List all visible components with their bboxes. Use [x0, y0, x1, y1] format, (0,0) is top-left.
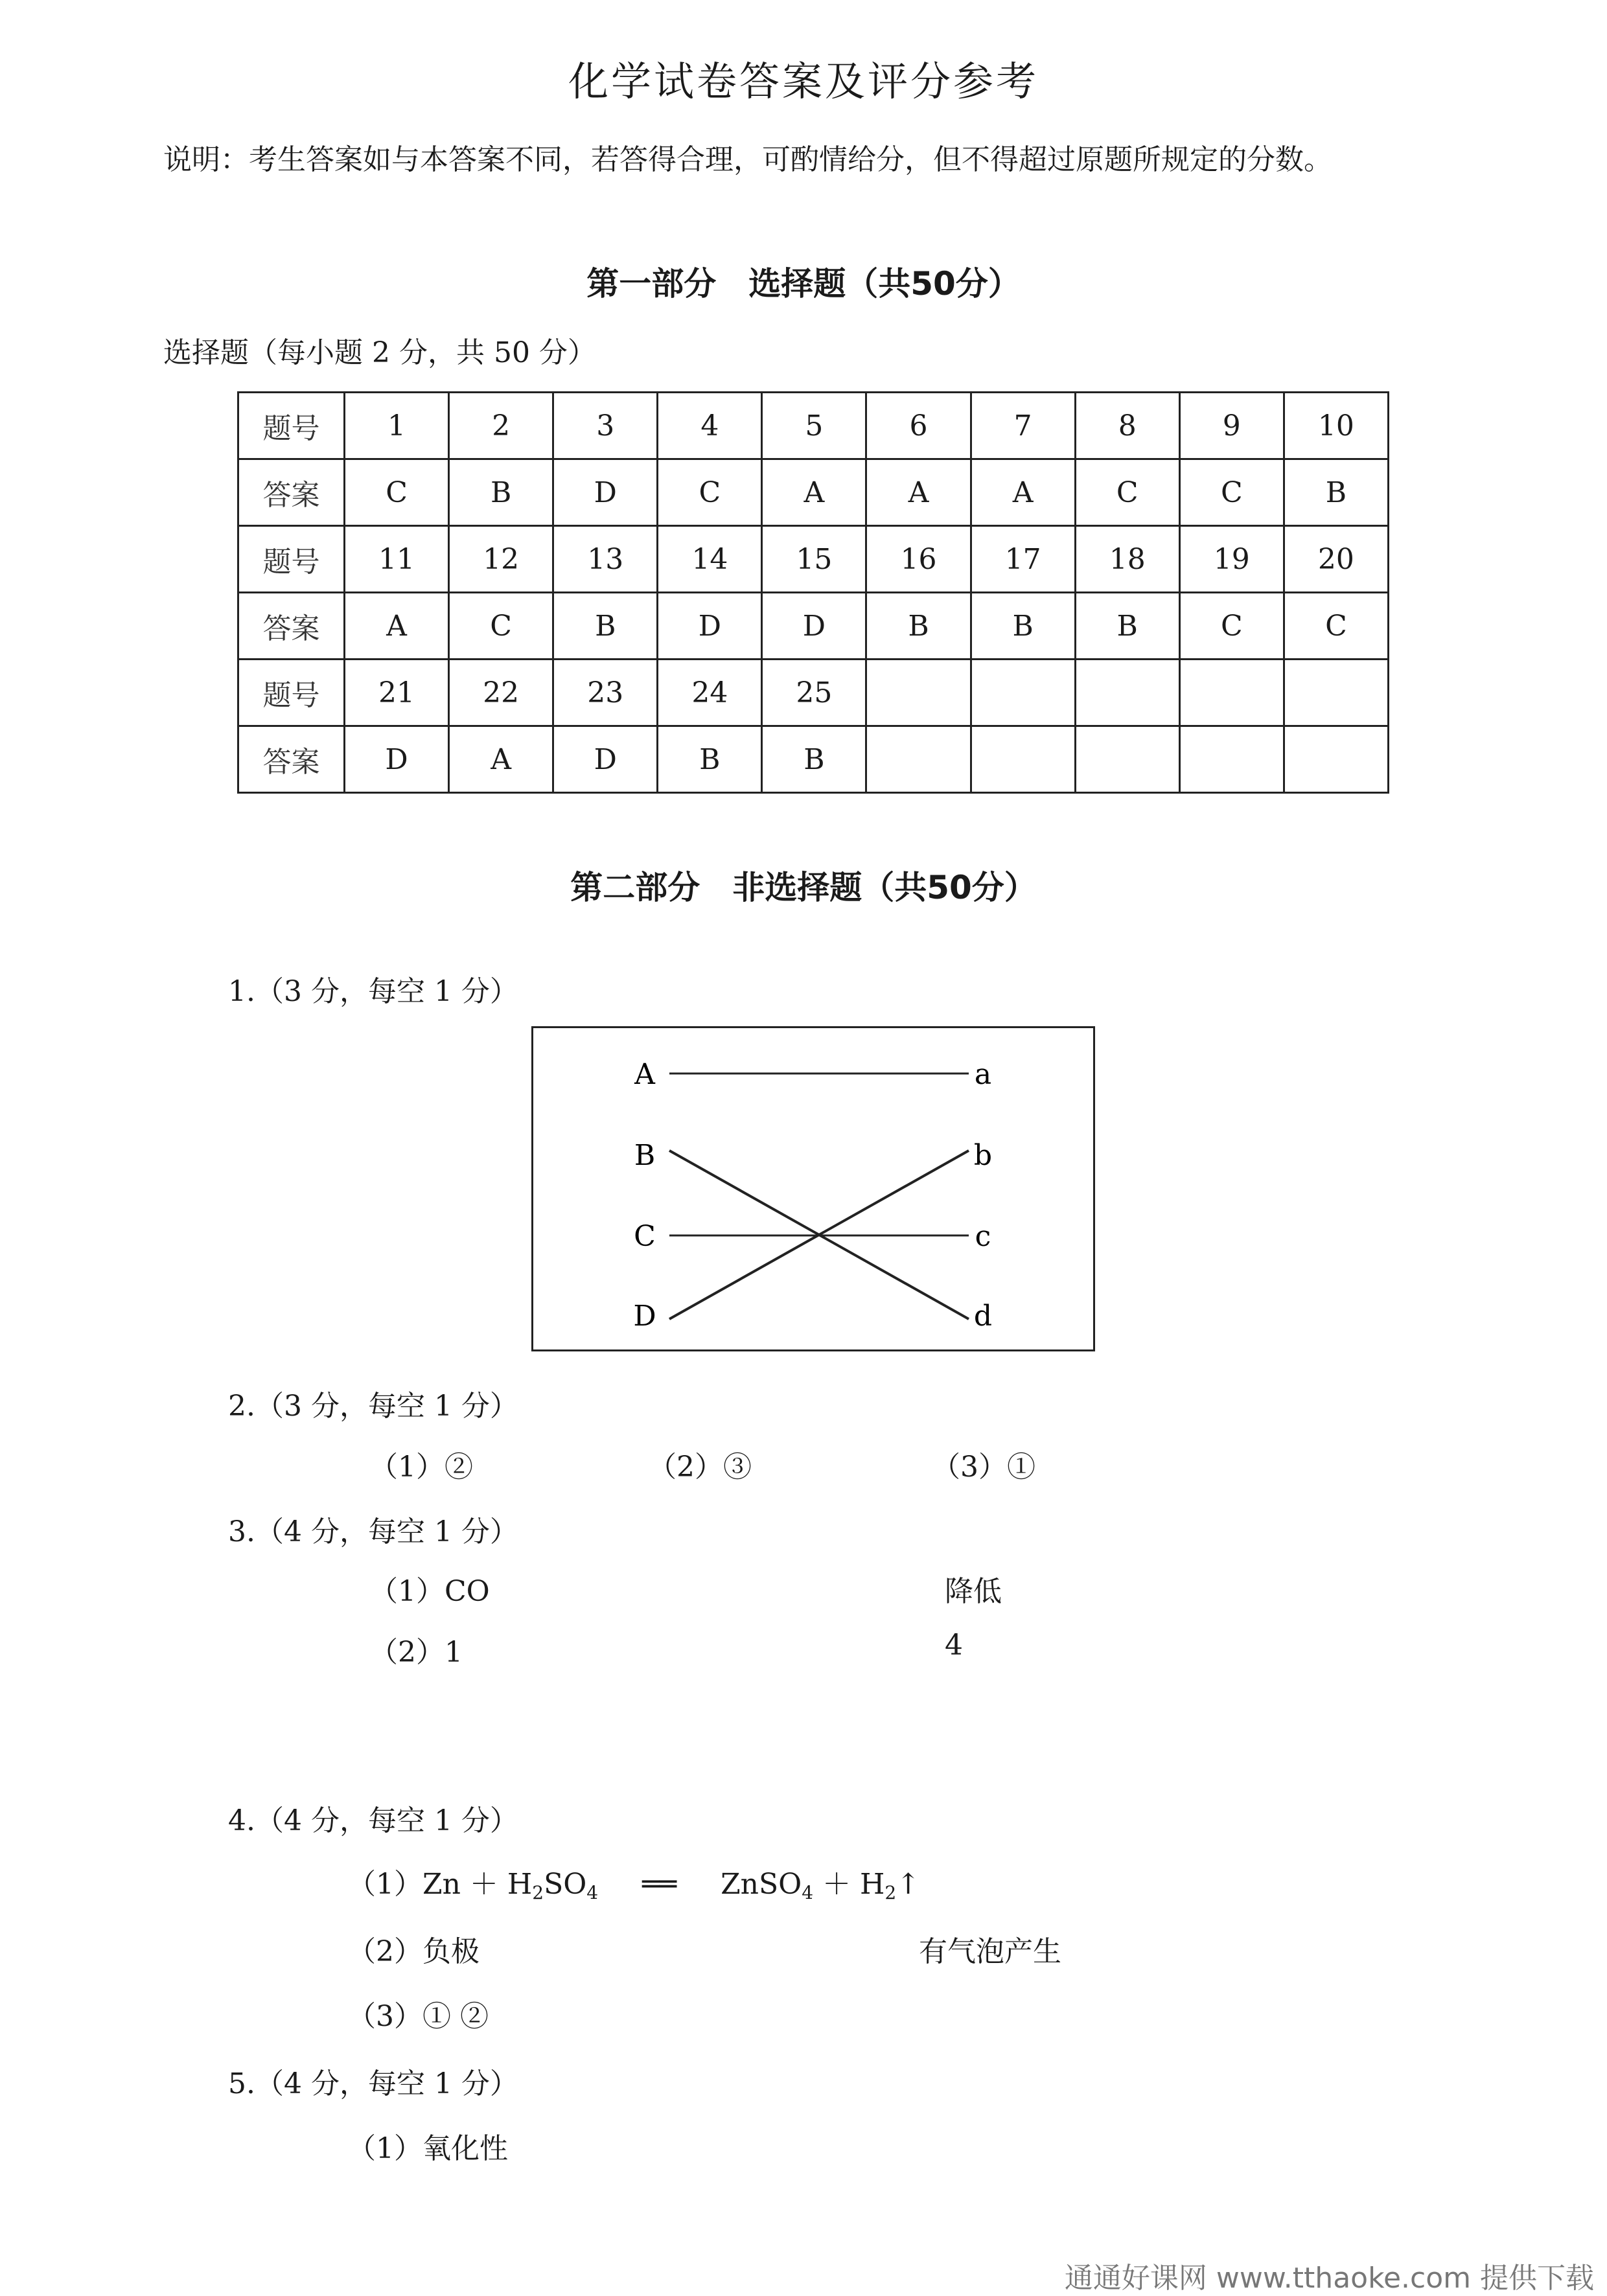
question-number-row	[238, 660, 1389, 726]
question-number-row	[238, 393, 1389, 459]
row-label-answer: 答案	[238, 459, 345, 526]
answer-cell: A	[762, 459, 866, 526]
answer-cell: B	[762, 726, 866, 793]
row-label-question: 题号	[238, 660, 345, 726]
question-number-cell: 25	[762, 660, 866, 726]
question-number-cell: 19	[1179, 526, 1284, 593]
question-number-cell: 1	[345, 393, 449, 459]
question-number-cell: 12	[449, 526, 553, 593]
question-number-cell: 2	[449, 393, 553, 459]
eq-reactants: （1）Zn ＋ H	[347, 1868, 533, 1901]
left-label-D: D	[633, 1300, 656, 1333]
eq-equals: ══	[642, 1868, 677, 1901]
answer-cell: C	[1075, 459, 1179, 526]
question-number-cell: 9	[1179, 393, 1284, 459]
question-number-cell: 8	[1075, 393, 1179, 459]
right-label-d: d	[973, 1300, 993, 1333]
answer-cell	[971, 726, 1075, 793]
answer-cell: C	[658, 459, 762, 526]
answer-cell: D	[553, 726, 658, 793]
question-number-row	[238, 526, 1389, 593]
question-number-cell: 7	[971, 393, 1075, 459]
question-number-cell: 23	[553, 660, 658, 726]
answer-cell: B	[658, 726, 762, 793]
part1-heading: 第一部分 选择题（共50分）	[586, 265, 1021, 303]
answer-cell: A	[449, 726, 553, 793]
q4-answer-2b: 有气泡产生	[919, 1935, 1061, 1968]
answer-cell: D	[762, 593, 866, 660]
question-number-cell: 6	[866, 393, 971, 459]
question-number-cell: 15	[762, 526, 866, 593]
answer-cell: B	[971, 593, 1075, 660]
question-number-cell	[1284, 660, 1388, 726]
q3-answer-1b: 降低	[945, 1575, 1002, 1608]
q4-equation: $(1)Zn + H_2SO_4$ ══ ZnSO$_4$ ＋ $H_2↑$	[347, 1868, 921, 1903]
question-number-cell: 18	[1075, 526, 1179, 593]
answer-cell: A	[866, 459, 971, 526]
answer-cell	[866, 726, 971, 793]
part1-subtitle: 选择题（每小题 2 分，共 50 分）	[163, 336, 596, 369]
question-number-cell: 17	[971, 526, 1075, 593]
left-label-A: A	[634, 1058, 655, 1091]
q3-answer-1: （1）CO	[369, 1575, 490, 1608]
question-number-cell	[971, 660, 1075, 726]
question-number-cell: 22	[449, 660, 553, 726]
answer-cell: A	[971, 459, 1075, 526]
gas-arrow-icon: ↑	[896, 1868, 921, 1901]
row-label-answer: 答案	[238, 593, 345, 660]
q2-answer-3: （3）①	[932, 1451, 1035, 1484]
answer-cell: B	[1075, 593, 1179, 660]
scoring-note: 说明：考生答案如与本答案不同，若答得合理，可酌情给分，但不得超过原题所规定的分数。	[163, 143, 1332, 176]
question-number-cell: 24	[658, 660, 762, 726]
q4-answer-3: （3）① ②	[347, 2000, 489, 2033]
left-label-B: B	[634, 1139, 656, 1172]
answer-cell: C	[1179, 593, 1284, 660]
answer-cell: B	[1284, 459, 1388, 526]
answer-row	[238, 459, 1389, 526]
answer-cell: D	[658, 593, 762, 660]
q4-heading: 4.（4 分，每空 1 分）	[228, 1804, 518, 1837]
answer-cell: C	[345, 459, 449, 526]
right-label-c: c	[975, 1220, 991, 1253]
answer-cell	[1179, 726, 1284, 793]
answer-cell: D	[345, 726, 449, 793]
q5-heading: 5.（4 分，每空 1 分）	[228, 2067, 518, 2100]
q3-answer-2b: 4	[945, 1629, 963, 1662]
answer-cell: C	[1284, 593, 1388, 660]
row-label-answer: 答案	[238, 726, 345, 793]
question-number-cell: 4	[658, 393, 762, 459]
question-number-cell: 13	[553, 526, 658, 593]
answer-row	[238, 593, 1389, 660]
answer-cell: D	[553, 459, 658, 526]
right-label-b: b	[973, 1139, 993, 1172]
row-label-question: 题号	[238, 526, 345, 593]
answer-cell: B	[449, 459, 553, 526]
answer-cell: B	[553, 593, 658, 660]
q2-answer-2: （2）③	[648, 1451, 752, 1484]
question-number-cell	[866, 660, 971, 726]
question-number-cell: 10	[1284, 393, 1388, 459]
q5-answer-1: （1）氧化性	[347, 2132, 508, 2165]
answer-cell	[1075, 726, 1179, 793]
question-number-cell: 14	[658, 526, 762, 593]
question-number-cell: 21	[345, 660, 449, 726]
answer-cell: A	[345, 593, 449, 660]
answer-cell	[1284, 726, 1388, 793]
q3-heading: 3.（4 分，每空 1 分）	[228, 1515, 518, 1548]
q4-answer-2: （2）负极	[347, 1935, 480, 1968]
q2-heading: 2.（3 分，每空 1 分）	[228, 1390, 518, 1423]
row-label-question: 题号	[238, 393, 345, 459]
question-number-cell: 3	[553, 393, 658, 459]
answer-row	[238, 726, 1389, 793]
right-label-a: a	[974, 1058, 992, 1091]
matching-lines	[533, 1028, 1093, 1349]
q1-heading: 1.（3 分，每空 1 分）	[228, 975, 518, 1008]
matching-diagram	[531, 1026, 1095, 1351]
answer-cell: C	[449, 593, 553, 660]
left-label-C: C	[634, 1220, 656, 1253]
footer-watermark: 通通好课网 www.tthaoke.com 提供下载	[1064, 2262, 1594, 2295]
answer-cell: B	[866, 593, 971, 660]
question-number-cell: 11	[345, 526, 449, 593]
question-number-cell: 20	[1284, 526, 1388, 593]
q2-answer-1: （1）②	[369, 1451, 473, 1484]
answer-cell: C	[1179, 459, 1284, 526]
part2-heading: 第二部分 非选择题（共50分）	[570, 869, 1037, 906]
question-number-cell	[1179, 660, 1284, 726]
eq-products: ZnSO	[721, 1868, 802, 1901]
page-title: 化学试卷答案及评分参考	[568, 58, 1039, 105]
question-number-cell	[1075, 660, 1179, 726]
question-number-cell: 16	[866, 526, 971, 593]
q3-answer-2: （2）1	[369, 1636, 463, 1669]
question-number-cell: 5	[762, 393, 866, 459]
answer-table	[237, 391, 1389, 794]
